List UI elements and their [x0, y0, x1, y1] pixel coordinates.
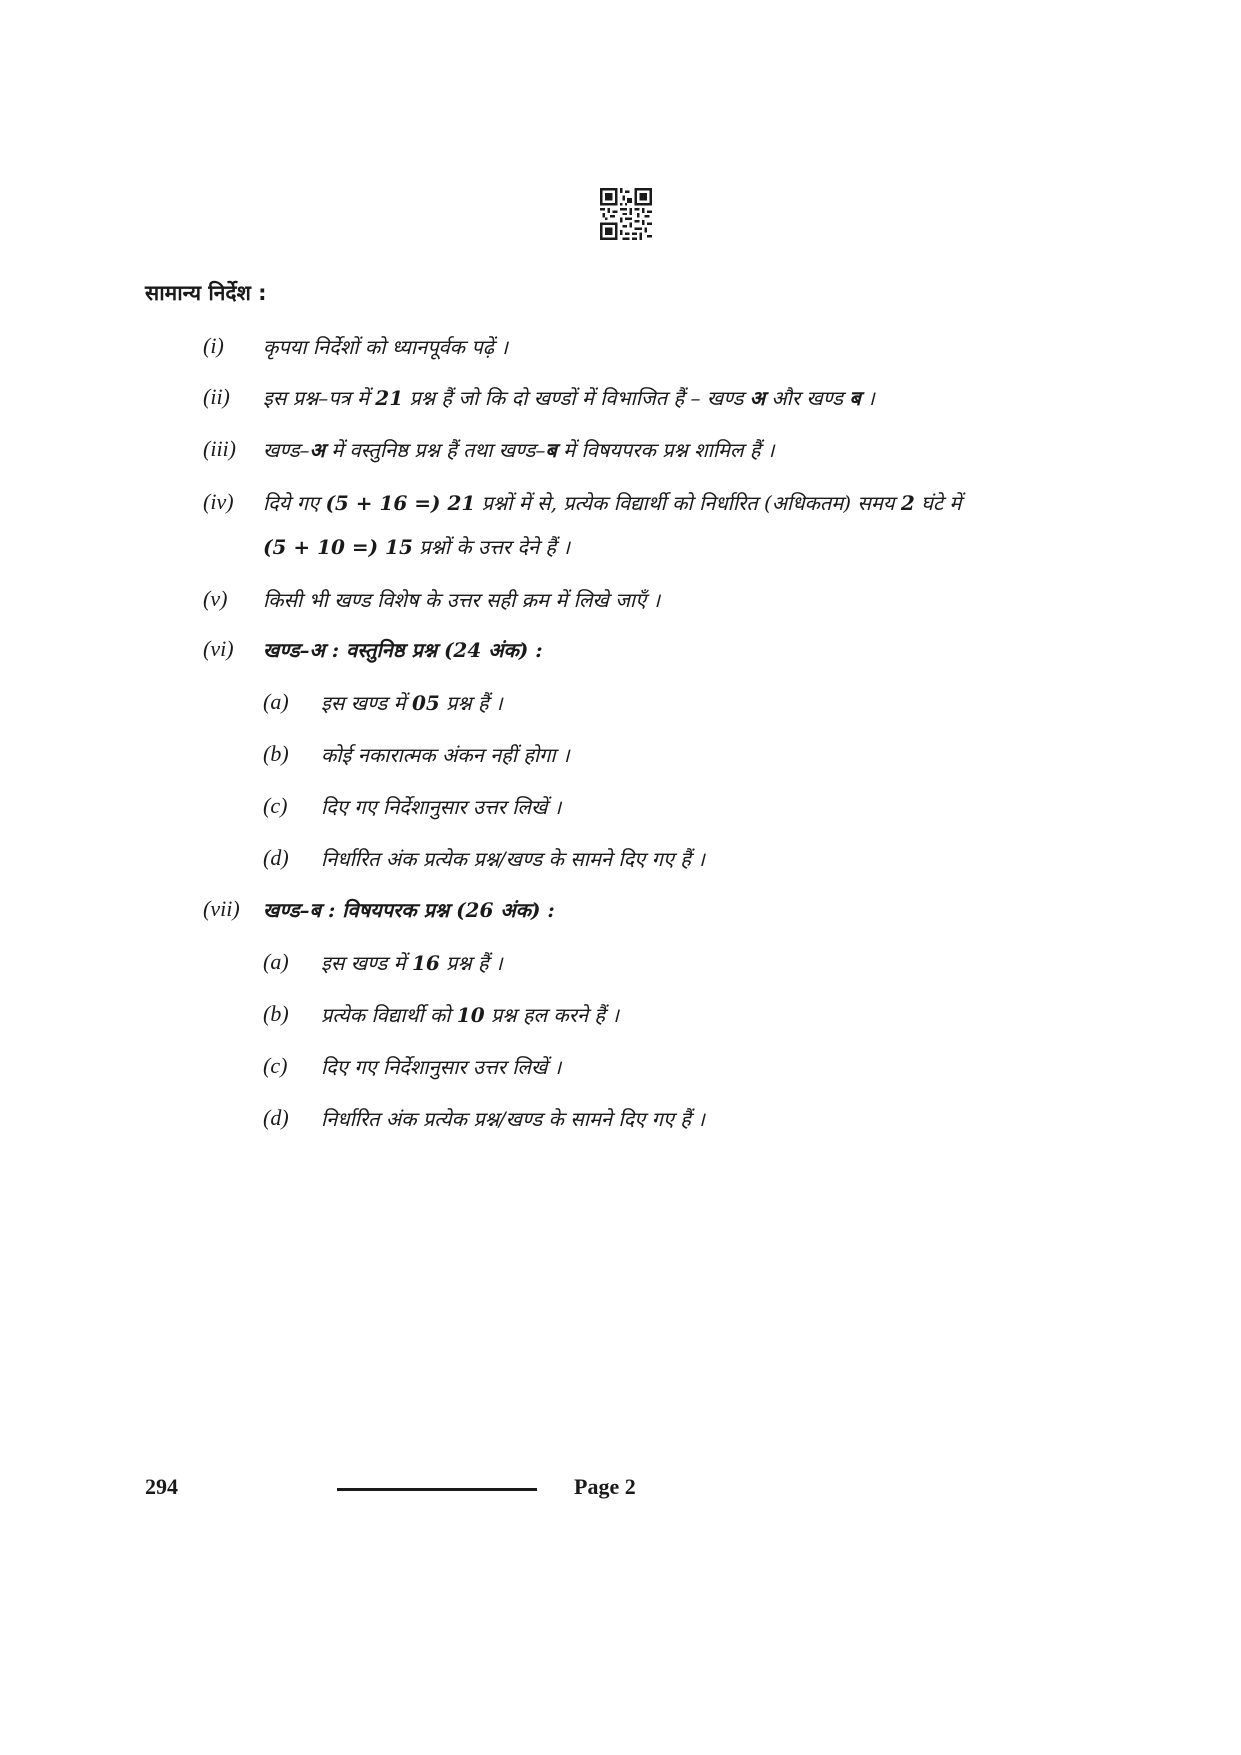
item-4-hours: 2	[900, 491, 915, 515]
item-4-number: (iv)	[203, 489, 234, 514]
qr-code-image	[600, 188, 652, 240]
section-b-item-c-number: (c)	[263, 1053, 288, 1078]
paper-code: 294	[145, 1474, 178, 1499]
item-6-number: (vi)	[203, 636, 234, 661]
section-b-item-d-number: (d)	[263, 1105, 289, 1130]
general-instructions-heading: सामान्य निर्देश :	[145, 281, 267, 305]
section-a-item-d-number: (d)	[263, 845, 289, 870]
item-4-text-part: घंटे में	[914, 491, 962, 515]
item-2-number: (ii)	[203, 384, 230, 409]
section-a-item-d-text: निर्धारित अंक प्रत्येक प्रश्न/खण्ड के सामने दिए गए हैं ।	[321, 847, 705, 871]
item-1-text: कृपया निर्देशों को ध्यानपूर्वक पढ़ें ।	[263, 335, 508, 359]
section-b-question-count: 16	[411, 951, 440, 975]
item-3-text-part: में विषयपरक प्रश्न शामिल हैं ।	[556, 438, 775, 462]
item-4-text-part: दिये गए	[263, 491, 326, 515]
section-b-item-d-text: निर्धारित अंक प्रत्येक प्रश्न/खण्ड के सामने दिए गए हैं ।	[321, 1107, 705, 1131]
section-b-item-a-number: (a)	[263, 949, 289, 974]
item-4-answer-count: (5 + 10 =) 15	[263, 535, 413, 559]
item-2-section-b-label: ब	[849, 386, 861, 410]
section-a-item-a-number: (a)	[263, 689, 289, 714]
item-7-number: (vii)	[203, 896, 240, 921]
footer-divider	[337, 1488, 537, 1491]
section-a-item-a-text-part: इस खण्ड में	[321, 691, 412, 715]
item-2-text	[263, 384, 875, 411]
item-5-number: (v)	[203, 586, 228, 611]
item-3-section-b-label: ब	[545, 438, 557, 462]
item-2-question-count: 21	[375, 386, 404, 410]
section-a-question-count: 05	[411, 691, 440, 715]
item-4-text-line-2	[263, 533, 570, 560]
section-b-item-b-text-part: प्रश्न हल करने हैं ।	[484, 1003, 619, 1027]
item-2-section-a-label: अ	[749, 386, 766, 410]
item-1-number: (i)	[203, 333, 224, 358]
section-a-item-b-text: कोई नकारात्मक अंकन नहीं होगा ।	[321, 743, 570, 767]
section-b-item-a-text-part: इस खण्ड में	[321, 951, 412, 975]
item-4-question-count: (5 + 16 =) 21	[325, 491, 476, 515]
item-5-text: किसी भी खण्ड विशेष के उत्तर सही क्रम में लिखे जाएँ ।	[263, 588, 661, 612]
item-4-text-line-1	[263, 489, 961, 516]
item-4-text-part: प्रश्नों के उत्तर देने हैं ।	[412, 535, 570, 559]
section-a-item-b-number: (b)	[263, 741, 289, 766]
section-a-item-c-number: (c)	[263, 793, 288, 818]
section-b-answer-count: 10	[456, 1003, 485, 1027]
section-a-item-a-text-part: प्रश्न हैं ।	[439, 691, 503, 715]
item-2-text-part: प्रश्न हैं जो कि दो खण्डों में विभाजित हैं – खण्ड	[403, 386, 750, 410]
item-3-number: (iii)	[203, 436, 236, 461]
section-a-heading: खण्ड–अ : वस्तुनिष्ठ प्रश्न (24 अंक) :	[263, 638, 543, 662]
section-b-item-b-text-part: प्रत्येक विद्यार्थी को	[321, 1003, 457, 1027]
page-number: Page 2	[574, 1474, 636, 1499]
section-b-item-a-text-part: प्रश्न हैं ।	[439, 951, 503, 975]
section-b-item-a-text	[321, 949, 503, 976]
item-2-text-part: ।	[860, 386, 875, 410]
section-b-heading: खण्ड–ब : विषयपरक प्रश्न (26 अंक) :	[263, 898, 555, 922]
item-3-section-a-label: अ	[309, 438, 325, 462]
item-3-text	[263, 436, 774, 463]
section-a-item-a-text	[321, 689, 503, 716]
item-3-text-part: खण्ड–	[263, 438, 310, 462]
section-b-item-b-text	[321, 1001, 619, 1028]
section-b-item-b-number: (b)	[263, 1001, 289, 1026]
section-b-item-c-text: दिए गए निर्देशानुसार उत्तर लिखें ।	[321, 1055, 562, 1079]
item-4-text-part: प्रश्नों में से, प्रत्येक विद्यार्थी को निर्धारित (अधिकतम) समय	[475, 491, 901, 515]
section-a-item-c-text: दिए गए निर्देशानुसार उत्तर लिखें ।	[321, 795, 562, 819]
item-3-text-part: में वस्तुनिष्ठ प्रश्न हैं तथा खण्ड–	[324, 438, 546, 462]
item-2-text-part: और खण्ड	[765, 386, 850, 410]
item-2-text-part: इस प्रश्न–पत्र में	[263, 386, 376, 410]
